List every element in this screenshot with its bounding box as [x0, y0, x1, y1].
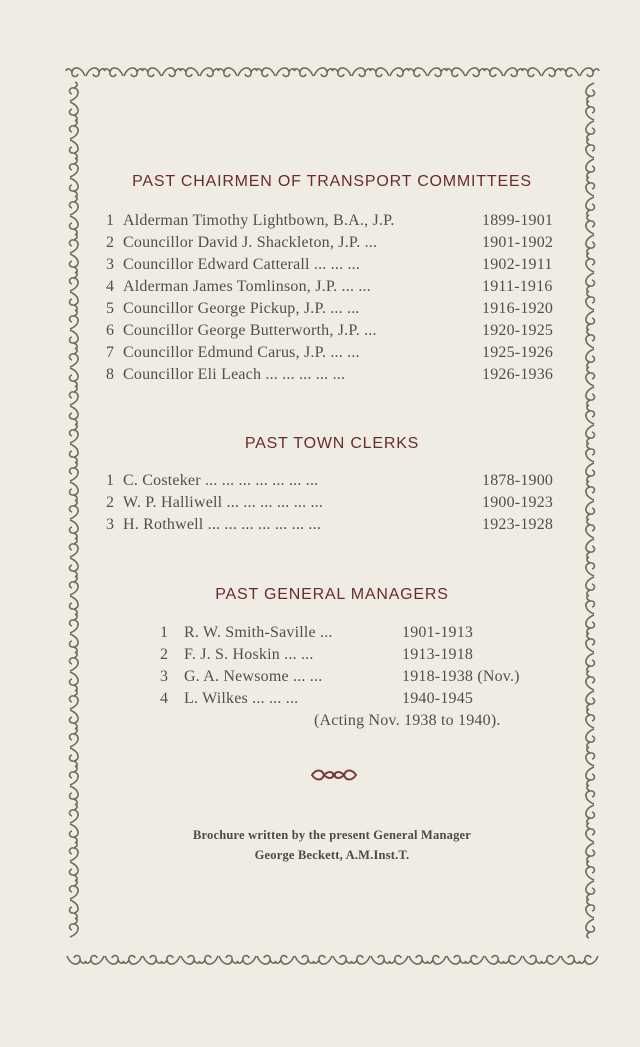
managers-years-3: 1918-1938 (Nov.) [402, 668, 520, 685]
managers-years-4: 1940-1945 [402, 690, 474, 707]
clerks-heading: PAST TOWN CLERKS [244, 435, 420, 452]
border-scroll-icon [586, 349, 595, 368]
border-scroll-icon [143, 956, 162, 965]
border-scroll-icon [70, 368, 79, 387]
managers-years-2: 1913-1918 [402, 646, 474, 663]
border-scroll-icon [70, 652, 79, 671]
border-scroll-icon [586, 691, 595, 710]
border-scroll-icon [70, 766, 79, 785]
border-scroll-icon [70, 786, 79, 805]
chairmen-row-5: 5 Councillor George Pickup, J.P. ... ... [106, 300, 360, 317]
border-scroll-icon [161, 956, 180, 965]
border-scroll-icon [294, 68, 313, 77]
border-scroll-icon [586, 291, 595, 310]
border-scroll-icon [485, 956, 504, 965]
border-scroll-icon [218, 68, 237, 77]
border-scroll-icon [181, 956, 200, 965]
border-scroll-icon [70, 748, 79, 767]
border-scroll-icon [70, 216, 79, 235]
border-scroll-icon [586, 615, 595, 634]
border-scroll-icon [586, 861, 595, 880]
border-scroll-icon [70, 614, 79, 633]
border-scroll-icon [70, 82, 79, 101]
border-scroll-icon [70, 254, 79, 273]
border-scroll-icon [579, 956, 598, 965]
chairmen-years-6: 1920-1925 [482, 322, 554, 339]
border-scroll-icon [123, 956, 142, 965]
clerks-row-3: 3 H. Rothwell ... ... ... ... ... ... ... [106, 516, 322, 533]
border-scroll-icon [586, 671, 595, 690]
border-scroll-icon [70, 538, 79, 557]
border-scroll-icon [105, 956, 124, 965]
border-scroll-icon [586, 253, 595, 272]
border-scroll-icon [586, 633, 595, 652]
chairmen-years-1: 1899-1901 [482, 212, 554, 229]
border-scroll-icon [85, 956, 104, 965]
border-scroll-icon [314, 68, 333, 77]
border-scroll-icon [352, 68, 371, 77]
chairmen-row-4: 4 Alderman James Tomlinson, J.P. ... ... [106, 278, 371, 295]
border-scroll-icon [447, 956, 466, 965]
managers-row-3: 3 G. A. Newsome ... ... [160, 668, 323, 685]
border-scroll-icon [351, 956, 370, 965]
border-scroll-icon [70, 558, 79, 577]
border-scroll-icon [586, 405, 595, 424]
border-scroll-icon [70, 120, 79, 139]
border-scroll-icon [313, 956, 332, 965]
border-scroll-icon [586, 653, 595, 672]
border-scroll-icon [586, 387, 595, 406]
border-scroll-icon [409, 956, 428, 965]
border-scroll-icon [586, 709, 595, 728]
border-scroll-icon [465, 956, 484, 965]
border-scroll-icon [276, 68, 295, 77]
author-name: George Beckett, A.M.Inst.T. [254, 848, 410, 862]
border-scroll-icon [370, 68, 389, 77]
border-scroll-icon [428, 68, 447, 77]
flourish-ornament-icon [310, 768, 358, 782]
chairmen-years-2: 1901-1902 [482, 234, 554, 251]
border-scroll-icon [586, 83, 595, 102]
chairmen-years-4: 1911-1916 [482, 278, 553, 295]
border-scroll-icon [586, 557, 595, 576]
border-scroll-icon [70, 330, 79, 349]
border-scroll-icon [199, 956, 218, 965]
border-scroll-icon [586, 463, 595, 482]
border-scroll-icon [70, 310, 79, 329]
chairmen-row-3: 3 Councillor Edward Catterall ... ... ... [106, 256, 361, 273]
border-scroll-icon [522, 68, 541, 77]
border-scroll-icon [586, 121, 595, 140]
border-scroll-icon [70, 804, 79, 823]
border-scroll-icon [504, 68, 523, 77]
border-scroll-icon [586, 197, 595, 216]
border-scroll-icon [124, 68, 143, 77]
clerks-row-1: 1 C. Costeker ... ... ... ... ... ... ... [106, 472, 319, 489]
border-scroll-icon [237, 956, 256, 965]
managers-acting-note: (Acting Nov. 1938 to 1940). [314, 712, 501, 729]
chairmen-heading: PAST CHAIRMEN OF TRANSPORT COMMITTEES [132, 173, 532, 190]
page-frame [62, 60, 602, 972]
border-scroll-icon [586, 785, 595, 804]
border-scroll-icon [86, 68, 105, 77]
border-scroll-icon [332, 68, 351, 77]
chairmen-years-8: 1926-1936 [482, 366, 554, 383]
border-scroll-icon [70, 140, 79, 159]
chairmen-years-5: 1916-1920 [482, 300, 554, 317]
border-scroll-icon [70, 520, 79, 539]
border-scroll-icon [275, 956, 294, 965]
border-scroll-icon [586, 805, 595, 824]
border-scroll-icon [586, 501, 595, 520]
border-scroll-icon [586, 481, 595, 500]
border-scroll-icon [333, 956, 352, 965]
border-scroll-icon [70, 348, 79, 367]
border-scroll-icon [586, 139, 595, 158]
border-scroll-icon [67, 956, 86, 965]
border-scroll-icon [70, 102, 79, 121]
border-scroll-icon [389, 956, 408, 965]
border-scroll-icon [466, 68, 485, 77]
border-scroll-icon [219, 956, 238, 965]
border-scroll-icon [180, 68, 199, 77]
chairmen-row-7: 7 Councillor Edmund Carus, J.P. ... ... [106, 344, 360, 361]
border-scroll-icon [561, 956, 580, 965]
border-scroll-icon [586, 899, 595, 918]
border-scroll-icon [586, 235, 595, 254]
border-scroll-icon [70, 672, 79, 691]
border-scroll-icon [70, 462, 79, 481]
chairmen-row-1: 1 Alderman Timothy Lightbown, B.A., J.P. [106, 212, 395, 229]
border-scroll-icon [560, 68, 579, 77]
border-scroll-icon [70, 196, 79, 215]
border-scroll-icon [586, 539, 595, 558]
managers-row-2: 2 F. J. S. Hoskin ... ... [160, 646, 314, 663]
border-scroll-icon [70, 900, 79, 919]
clerks-years-2: 1900-1923 [482, 494, 554, 511]
chairmen-row-2: 2 Councillor David J. Shackleton, J.P. ... [106, 234, 378, 251]
border-scroll-icon [142, 68, 161, 77]
border-scroll-icon [586, 881, 595, 900]
border-scroll-icon [70, 880, 79, 899]
border-scroll-icon [542, 68, 561, 77]
border-scroll-icon [427, 956, 446, 965]
border-scroll-icon [586, 729, 595, 748]
border-scroll-icon [586, 311, 595, 330]
border-scroll-icon [70, 918, 79, 937]
border-scroll-icon [70, 406, 79, 425]
border-scroll-icon [586, 273, 595, 292]
border-scroll-icon [70, 690, 79, 709]
chairmen-years-7: 1925-1926 [482, 344, 554, 361]
managers-heading: PAST GENERAL MANAGERS [215, 586, 449, 603]
border-scroll-icon [523, 956, 542, 965]
clerks-years-1: 1878-1900 [482, 472, 554, 489]
border-scroll-icon [586, 747, 595, 766]
border-scroll-icon [586, 519, 595, 538]
managers-row-1: 1 R. W. Smith-Saville ... [160, 624, 333, 641]
border-scroll-icon [503, 956, 522, 965]
chairmen-years-3: 1902-1911 [482, 256, 553, 273]
border-scroll-icon [256, 68, 275, 77]
border-scroll-icon [162, 68, 181, 77]
border-scroll-icon [586, 215, 595, 234]
border-scroll-icon [70, 634, 79, 653]
border-scroll-icon [70, 272, 79, 291]
chairmen-row-8: 8 Councillor Eli Leach ... ... ... ... ... [106, 366, 346, 383]
border-scroll-icon [541, 956, 560, 965]
border-scroll-icon [371, 956, 390, 965]
chairmen-row-6: 6 Councillor George Butterworth, J.P. ... [106, 322, 377, 339]
border-scroll-icon [70, 500, 79, 519]
clerks-years-3: 1923-1928 [482, 516, 554, 533]
brochure-credit: Brochure written by the present General Manager [192, 828, 472, 842]
border-scroll-icon [586, 767, 595, 786]
border-scroll-icon [446, 68, 465, 77]
border-scroll-icon [200, 68, 219, 77]
managers-years-1: 1901-1913 [402, 624, 474, 641]
border-scroll-icon [257, 956, 276, 965]
border-scroll-icon [70, 482, 79, 501]
border-scroll-icon [70, 710, 79, 729]
border-scroll-icon [70, 234, 79, 253]
clerks-row-2: 2 W. P. Halliwell ... ... ... ... ... ... [106, 494, 324, 511]
border-scroll-icon [484, 68, 503, 77]
border-scroll-icon [295, 956, 314, 965]
border-scroll-icon [70, 728, 79, 747]
border-scroll-icon [586, 101, 595, 120]
managers-row-4: 4 L. Wilkes ... ... ... [160, 690, 299, 707]
border-scroll-icon [70, 386, 79, 405]
border-scroll-icon [586, 919, 595, 938]
border-scroll-icon [70, 292, 79, 311]
border-scroll-icon [66, 68, 85, 77]
border-scroll-icon [586, 329, 595, 348]
border-scroll-icon [580, 68, 599, 77]
border-scroll-icon [390, 68, 409, 77]
border-scroll-icon [104, 68, 123, 77]
border-scroll-icon [408, 68, 427, 77]
border-scroll-icon [586, 367, 595, 386]
border-scroll-icon [238, 68, 257, 77]
border-scroll-icon [70, 862, 79, 881]
